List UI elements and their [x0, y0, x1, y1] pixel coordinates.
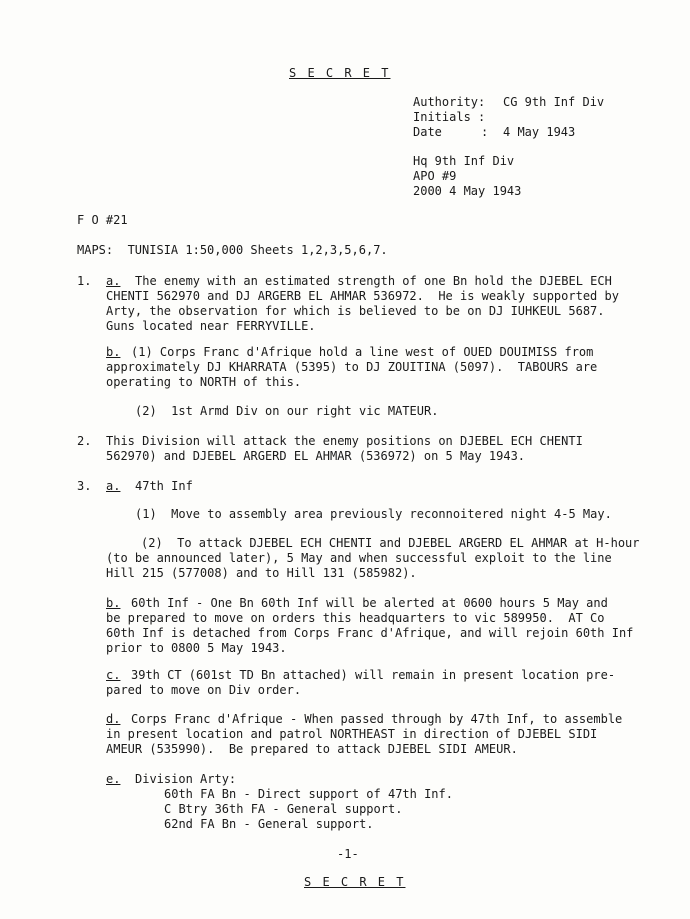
- para-3-number: 3.: [77, 479, 92, 493]
- para-3d-line-2: in present location and patrol NORTHEAST in direction of DJEBEL SIDI: [106, 727, 598, 741]
- para-3b-label: b.: [106, 596, 121, 610]
- para-2-line-1: This Division will attack the enemy positions on DJEBEL ECH CHENTI: [106, 434, 583, 448]
- date-label: Date: [413, 125, 442, 139]
- para-1b-label: b.: [106, 345, 121, 359]
- para-2-number: 2.: [77, 434, 92, 448]
- para-3d-line-3: AMEUR (535990). Be prepared to attack DJEBEL SIDI AMEUR.: [106, 742, 518, 756]
- para-3a-2-line-2: (to be announced later), 5 May and when successful exploit to the line: [106, 551, 612, 565]
- para-3a-1: (1) Move to assembly area previously reconnoitered night 4-5 May.: [135, 507, 612, 521]
- date-value: 4 May 1943: [503, 125, 576, 139]
- para-3b-line-3: 60th Inf is detached from Corps Franc d'Afrique, and will rejoin 60th Inf: [106, 626, 634, 640]
- hq-line-1: Hq 9th Inf Div: [413, 154, 515, 168]
- para-3e-item-1: 60th FA Bn - Direct support of 47th Inf.: [164, 787, 453, 801]
- initials-label: Initials :: [413, 110, 486, 124]
- classification-footer: S E C R E T: [304, 875, 406, 889]
- authority-value: CG 9th Inf Div: [503, 95, 605, 109]
- para-3d-label: d.: [106, 712, 121, 726]
- para-3c-line-2: pared to move on Div order.: [106, 683, 302, 697]
- hq-line-3: 2000 4 May 1943: [413, 184, 522, 198]
- para-3d-line-1: Corps Franc d'Afrique - When passed through by 47th Inf, to assemble: [131, 712, 623, 726]
- para-1a-line-4: Guns located near FERRYVILLE.: [106, 319, 316, 333]
- para-3a-2-line-1: (2) To attack DJEBEL ECH CHENTI and DJEBEL ARGERD EL AHMAR at H-hour: [141, 536, 640, 550]
- para-3a-title: 47th Inf: [135, 479, 193, 493]
- para-3e-item-3: 62nd FA Bn - General support.: [164, 817, 374, 831]
- para-1b-line-1: (1) Corps Franc d'Afrique hold a line west of OUED DOUIMISS from: [131, 345, 594, 359]
- para-1-number: 1.: [77, 274, 92, 288]
- classification-header: S E C R E T: [289, 66, 391, 80]
- para-3a-label: a.: [106, 479, 121, 493]
- para-1a-label: a.: [106, 274, 121, 288]
- para-1b-2: (2) 1st Armd Div on our right vic MATEUR.: [135, 404, 439, 418]
- para-3c-label: c.: [106, 668, 121, 682]
- para-1b-line-2: approximately DJ KHARRATA (5395) to DJ ZOUITINA (5097). TABOURS are: [106, 360, 598, 374]
- para-2-line-2: 562970) and DJEBEL ARGERD EL AHMAR (536972) on 5 May 1943.: [106, 449, 526, 463]
- para-3b-line-1: 60th Inf - One Bn 60th Inf will be alerted at 0600 hours 5 May and: [131, 596, 608, 610]
- para-3e-title: Division Arty:: [135, 772, 237, 786]
- para-3e-label: e.: [106, 772, 121, 786]
- order-number: F O #21: [77, 213, 128, 227]
- para-3c-line-1: 39th CT (601st TD Bn attached) will remain in present location pre-: [131, 668, 616, 682]
- para-1b-line-3: operating to NORTH of this.: [106, 375, 302, 389]
- para-1a-line-1: The enemy with an estimated strength of one Bn hold the DJEBEL ECH: [135, 274, 612, 288]
- para-3b-line-4: prior to 0800 5 May 1943.: [106, 641, 287, 655]
- para-3b-line-2: be prepared to move on orders this headquarters to vic 589950. AT Co: [106, 611, 605, 625]
- para-3e-item-2: C Btry 36th FA - General support.: [164, 802, 403, 816]
- para-3a-2-line-3: Hill 215 (577008) and to Hill 131 (585982).: [106, 566, 417, 580]
- hq-line-2: APO #9: [413, 169, 457, 183]
- date-separator: :: [481, 125, 489, 139]
- authority-label: Authority:: [413, 95, 486, 109]
- maps-line: MAPS: TUNISIA 1:50,000 Sheets 1,2,3,5,6,7.: [77, 243, 388, 257]
- para-1a-line-3: Arty, the observation for which is believed to be on DJ IUHKEUL 5687.: [106, 304, 605, 318]
- page-number: -1-: [337, 847, 359, 861]
- para-1a-line-2: CHENTI 562970 and DJ ARGERB EL AHMAR 536972. He is weakly supported by: [106, 289, 619, 303]
